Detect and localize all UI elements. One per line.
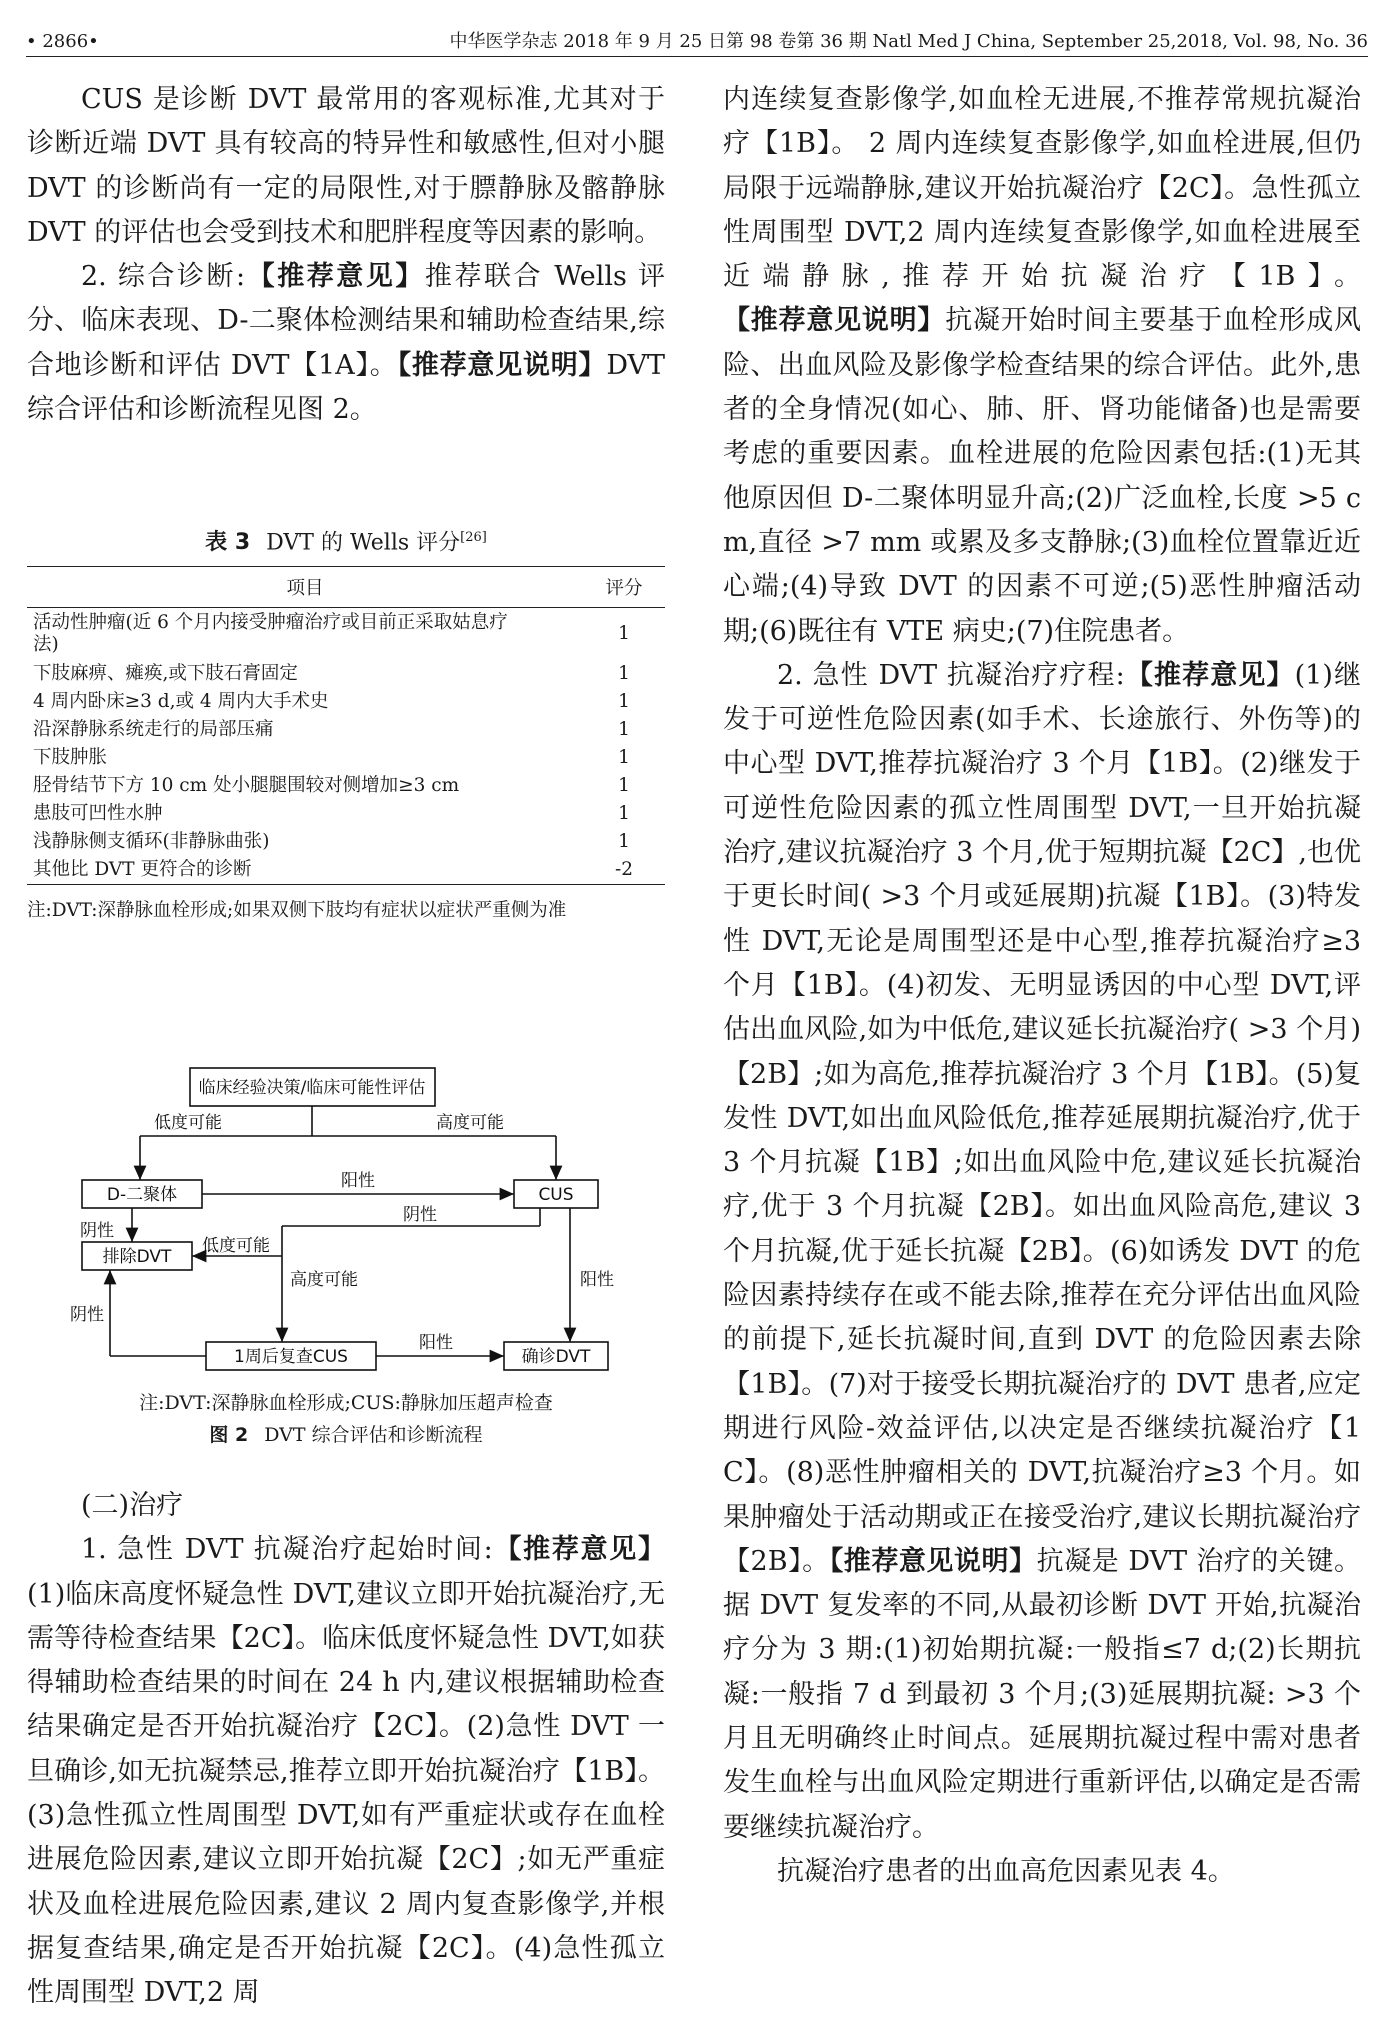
recommendation-note-tag: 【推荐意见说明】: [723, 305, 946, 337]
column-header-item: 项目: [27, 567, 583, 608]
label-negative: 阴性: [70, 1305, 104, 1325]
recommendation-note-tag: 【推荐意见说明】: [829, 1545, 1037, 1577]
table-row: 胫骨结节下方 10 cm 处小腿腿围较对侧增加≥3 cm 1: [33, 774, 630, 796]
table-row: 下肢麻痹、瘫痪,或下肢石膏固定 1: [33, 662, 630, 684]
page-header: [26, 22, 1368, 57]
label-low-likely: 低度可能: [202, 1236, 270, 1256]
table-3: [27, 523, 665, 927]
label-high-likely: 高度可能: [436, 1113, 504, 1133]
table-row: 下肢肿胀 1: [33, 746, 630, 768]
subheading: 2. 急性 DVT 抗凝治疗疗程:: [777, 659, 1125, 691]
paragraph-bleeding-risk-ref: 抗凝治疗患者的出血高危因素见表 4。: [777, 1855, 1235, 1887]
table-row: 其他比 DVT 更符合的诊断 -2: [27, 856, 665, 885]
recommendation-tag: 【推荐意见】: [245, 261, 425, 293]
label-positive: 阳性: [341, 1171, 375, 1191]
recommendation-note-tag: 【推荐意见说明】: [397, 349, 607, 381]
label-negative: 阴性: [80, 1221, 114, 1241]
label-high-likely: 高度可能: [290, 1270, 358, 1290]
table-row: 浅静脉侧支循环(非静脉曲张) 1: [33, 830, 630, 852]
table-row: 活动性肿瘤(近 6 个月内接受肿瘤治疗或目前正采取姑息疗法) 1: [33, 612, 630, 656]
left-column-bottom: [27, 1484, 665, 2016]
figure-2-flowchart: [70, 1058, 630, 1378]
section-heading-treatment: (二)治疗: [81, 1490, 184, 1521]
paragraph-anticoagulation-start: 1. 急性 DVT 抗凝治疗起始时间:【推荐意见】(1)临床高度怀疑急性 DVT,建议立即开始抗凝治疗,无需等待检查结果【2C】。临床低度怀疑急性 DVT,如获得辅助检查结果的时间在 24 h 内,建议根据辅助检查结果确定是否开始抗凝治疗【2C】。(2)急性 DVT 一旦确诊,如无抗凝禁忌,推荐立即开始抗凝治疗【1B】。(3)急性孤立性周围型 DVT,如有严重症状或存在血栓进展危险因素,建议立即开始抗凝【2C】;如无严重症状及血栓进展危险因素,建议 2 周内复查影像学,并根据复查结果,确定是否开始抗凝【2C】。(4)急性孤立性周围型 DVT,2 周: [27, 1534, 665, 2009]
label-low-likely: 低度可能: [154, 1113, 222, 1133]
recommendation-tag: 【推荐意见】: [1124, 659, 1295, 691]
table-row: 4 周内卧床≥3 d,或 4 周内大手术史 1: [33, 690, 630, 712]
paragraph-comprehensive-diagnosis: 2. 综合诊断:【推荐意见】推荐联合 Wells 评分、临床表现、D-二聚体检测结果和辅助检查结果,综合地诊断和评估 DVT【1A】。【推荐意见说明】DVT 综合评估和诊断流程见图 2。: [27, 261, 665, 426]
node-clinical-assessment: 临床经验决策/临床可能性评估: [198, 1078, 426, 1098]
subheading: 2. 综合诊断:: [81, 261, 246, 293]
node-confirm-dvt: 确诊DVT: [521, 1347, 591, 1367]
figure-caption: 图 2 DVT 综合评估和诊断流程: [209, 1424, 483, 1446]
wells-score-table: [27, 566, 665, 885]
node-exclude-dvt: 排除DVT: [102, 1247, 172, 1267]
label-positive: 阳性: [419, 1333, 453, 1353]
table-row: 沿深静脉系统走行的局部压痛 1: [33, 718, 630, 740]
recommendation-tag: 【推荐意见】: [492, 1534, 665, 1566]
table-row: 患肢可凹性水肿 1: [33, 802, 630, 824]
paragraph-cus: CUS 是诊断 DVT 最常用的客观标准,尤其对于诊断近端 DVT 具有较高的特异性和敏感性,但对小腿 DVT 的诊断尚有一定的局限性,对于膘静脉及髂静脉 DVT 的评估也会受到技术和肥胖程度等因素的影响。: [27, 84, 665, 248]
paragraph-continued: 内连续复查影像学,如血栓无进展,不推荐常规抗凝治疗【1B】。 2 周内连续复查影像学,如血栓进展,但仍局限于远端静脉,建议开始抗凝治疗【2C】。急性孤立性周围型 DVT,2 周内连续复查影像学,如血栓进展至近端静脉,推荐开始抗凝治疗【1B】。【推荐意见说明】抗凝开始时间主要基于血栓形成风险、出血风险及影像学检查结果的综合评估。此外,患者的全身情况(如心、肺、肝、肾功能储备)也是需要考虑的重要因素。血栓进展的危险因素包括:(1)无其他原因但 D-二聚体明显升高;(2)广泛血栓,长度 >5 cm,直径 >7 mm 或累及多支静脉;(3)血栓位置靠近近心端;(4)导致 DVT 的因素不可逆;(5)恶性肿瘤活动期;(6)既往有 VTE 病史;(7)住院患者。: [723, 84, 1362, 647]
page-number: • 2866•: [26, 31, 99, 52]
label-positive: 阳性: [580, 1270, 614, 1290]
table-note: 注:DVT:深静脉血栓形成;如果双侧下肢均有症状以症状严重侧为准: [27, 899, 567, 921]
node-cus: CUS: [538, 1185, 574, 1205]
journal-citation: 中华医学杂志 2018 年 9 月 25 日第 98 卷第 36 期 Natl Med J China, September 25,2018, Vol. 98, No. 36: [449, 31, 1368, 52]
column-header-score: 评分: [583, 567, 665, 608]
paragraph-anticoagulation-course: 2. 急性 DVT 抗凝治疗疗程:【推荐意见】(1)继发于可逆性危险因素(如手术、长途旅行、外伤等)的中心型 DVT,推荐抗凝治疗 3 个月【1B】。(2)继发于可逆性危险因素的孤立性周围型 DVT,一旦开始抗凝治疗,建议抗凝治疗 3 个月,优于短期抗凝【2C】,也优于更长时间( >3 个月或延展期)抗凝【1B】。(3)特发性 DVT,无论是周围型还是中心型,推荐抗凝治疗≥3 个月【1B】。(4)初发、无明显诱因的中心型 DVT,评估出血风险,如为中低危,建议延长抗凝治疗( >3 个月)【2B】;如为高危,推荐抗凝治疗 3 个月【1B】。(5)复发性 DVT,如出血风险低危,推荐延展期抗凝治疗,优于 3 个月抗凝【1B】;如出血风险中危,建议延长抗凝治疗,优于 3 个月抗凝【2B】。如出血风险高危,建议 3 个月抗凝,优于延长抗凝【2B】。(6)如诱发 DVT 的危险因素持续存在或不能去除,推荐在充分评估出血风险的前提下,延长抗凝时间,直到 DVT 的危险因素去除【1B】。(7)对于接受长期抗凝治疗的 DVT 患者,应定期进行风险-效益评估,以决定是否继续抗凝治疗【1C】。(8)恶性肿瘤相关的 DVT,抗凝治疗≥3 个月。如果肿瘤处于活动期或正在接受治疗,建议长期抗凝治疗【2B】。【推荐意见说明】抗凝是 DVT 治疗的关键。据 DVT 复发率的不同,从最初诊断 DVT 开始,抗凝治疗分为 3 期:(1)初始期抗凝:一般指≤7 d;(2)长期抗凝:一般指 7 d 到最初 3 个月;(3)延展期抗凝: >3 个月且无明确终止时间点。延展期抗凝过程中需对患者发生血栓与出血风险定期进行重新评估,以确定是否需要继续抗凝治疗。: [723, 659, 1361, 1843]
figure-note: 注:DVT:深静脉血栓形成;CUS:静脉加压超声检查: [139, 1392, 553, 1414]
label-negative: 阴性: [403, 1205, 437, 1225]
subheading: 1. 急性 DVT 抗凝治疗起始时间:: [81, 1534, 493, 1566]
right-column: [723, 78, 1361, 1894]
node-ddimer: D-二聚体: [106, 1185, 178, 1205]
flowchart-svg: [70, 1058, 630, 1378]
table-caption: 表 3 DVT 的 Wells 评分[26]: [205, 530, 487, 556]
node-recheck-cus: 1周后复查CUS: [234, 1347, 348, 1367]
left-column-top: [27, 78, 665, 432]
